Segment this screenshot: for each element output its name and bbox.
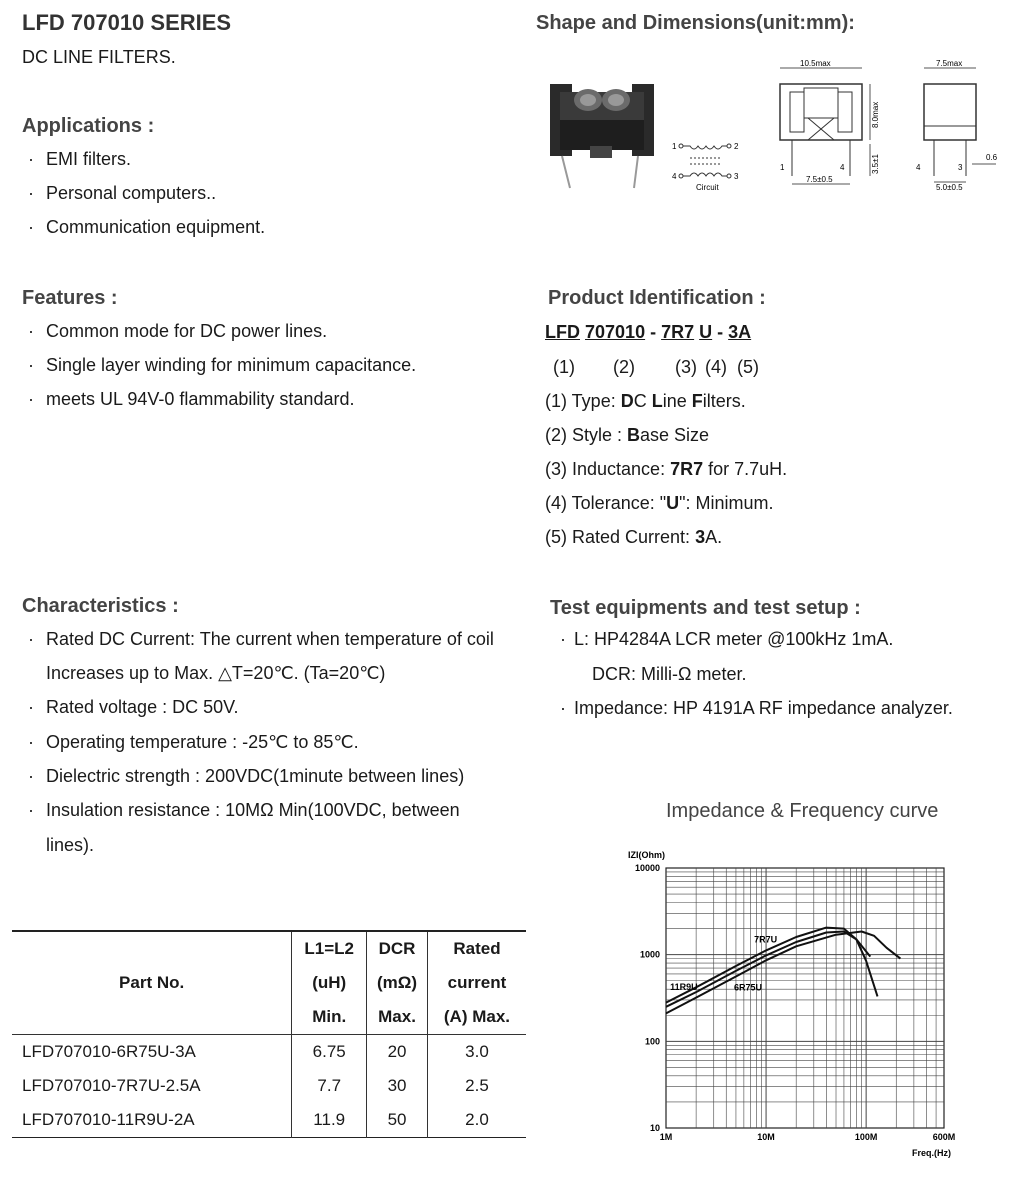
dim-side-width: 7.5max xyxy=(936,59,963,68)
th-partno: Part No. xyxy=(119,973,185,992)
shape-heading: Shape and Dimensions(unit:mm): xyxy=(536,12,855,34)
test-line: · L: HP4284A LCR meter @100kHz 1mA. xyxy=(560,629,894,649)
plot-frame xyxy=(666,868,944,1128)
pin-1-label: 1 xyxy=(672,142,677,151)
feature-item: · meets UL 94V-0 flammability standard. xyxy=(28,389,355,409)
code-current: 3A xyxy=(728,322,752,342)
table-row xyxy=(12,1069,526,1103)
th-dcr: (mΩ) xyxy=(367,966,428,1000)
cell-partno: LFD707010-7R7U-2.5A xyxy=(22,1076,201,1095)
features-heading: Features : xyxy=(22,287,118,309)
dim-pin-1: 1 xyxy=(780,163,785,172)
th-inductance: Min. xyxy=(292,1000,367,1035)
characteristic-line: · Rated voltage : DC 50V. xyxy=(28,697,239,717)
code-number-row xyxy=(553,357,759,378)
characteristic-line: · Insulation resistance : 10MΩ Min(100VDC, between xyxy=(28,800,460,820)
series-subtitle: DC LINE FILTERS. xyxy=(22,47,176,67)
cell-inductance: 11.9 xyxy=(292,1103,367,1138)
feature-item: · Common mode for DC power lines. xyxy=(28,321,328,341)
dim-height: 8.0max xyxy=(871,101,880,128)
cell-dcr: 30 xyxy=(367,1069,428,1103)
side-dimension-drawing xyxy=(912,58,1018,194)
application-item: · Communication equipment. xyxy=(28,217,266,237)
series-label: 11R9U xyxy=(670,982,698,993)
code-number: (1) xyxy=(553,357,575,377)
characteristics-heading: Characteristics : xyxy=(22,595,179,617)
y-tick-label: 10 xyxy=(649,1123,660,1133)
cell-partno: LFD707010-11R9U-2A xyxy=(22,1110,195,1129)
x-axis-label: Freq.(Hz) xyxy=(912,1148,951,1158)
circuit-label: Circuit xyxy=(696,183,719,192)
test-line: · Impedance: HP 4191A RF impedance analyzer. xyxy=(560,698,953,718)
x-tick-label: 100M xyxy=(854,1132,878,1142)
th-dcr: Max. xyxy=(367,1000,428,1035)
side-pin-4: 4 xyxy=(916,163,921,172)
applications-heading: Applications : xyxy=(22,115,155,137)
code-number: (3) xyxy=(675,357,697,377)
test-setup-heading: Test equipments and test setup : xyxy=(550,597,861,619)
side-pin-3: 3 xyxy=(958,163,963,172)
dim-side-pitch: 5.0±0.5 xyxy=(936,183,963,192)
product-id-heading: Product Identification : xyxy=(548,287,766,309)
x-tick-label: 600M xyxy=(932,1132,956,1142)
dim-pin-4: 4 xyxy=(840,163,845,172)
series-label: 7R7U xyxy=(754,934,778,945)
part-number-code: LFD 707010 - 7R7 U - 3A xyxy=(545,322,752,342)
pin-4-label: 4 xyxy=(672,172,677,181)
cell-partno: LFD707010-6R75U-3A xyxy=(22,1042,196,1061)
spec-table xyxy=(12,930,526,1138)
y-axis-label: IZI(Ohm) xyxy=(628,850,665,860)
characteristic-line: · Rated DC Current: The current when temperature of coil xyxy=(28,629,494,649)
table-row xyxy=(12,1103,526,1138)
code-number: (5) xyxy=(737,357,759,377)
dim-pin-dia: 0.6 xyxy=(986,153,998,162)
cell-current: 2.0 xyxy=(427,1103,526,1138)
circuit-diagram xyxy=(668,138,744,194)
front-dimension-drawing xyxy=(770,58,898,194)
pid-line-style: (2) Style : Base Size xyxy=(545,425,710,445)
test-line: DCR: Milli-Ω meter. xyxy=(592,664,747,684)
pid-line-inductance: (3) Inductance: 7R7 for 7.7uH. xyxy=(545,459,788,479)
th-current: current xyxy=(427,966,526,1000)
characteristic-line: lines). xyxy=(46,835,95,855)
th-current: (A) Max. xyxy=(427,1000,526,1035)
x-tick-label: 1M xyxy=(659,1132,673,1142)
code-number: (4) xyxy=(705,357,727,377)
dim-pin-length: 3.5±1 xyxy=(871,154,880,174)
table-row xyxy=(12,1035,526,1070)
component-photo xyxy=(540,72,670,196)
cell-inductance: 6.75 xyxy=(292,1035,367,1070)
cell-current: 2.5 xyxy=(427,1069,526,1103)
series-label: 6R75U xyxy=(733,982,762,993)
code-tolerance: U xyxy=(699,322,713,342)
application-item: · Personal computers.. xyxy=(28,183,217,203)
y-tick-label: 10000 xyxy=(634,863,660,873)
characteristic-line: · Operating temperature : -25℃ to 85℃. xyxy=(28,732,359,752)
th-inductance: (uH) xyxy=(292,966,367,1000)
characteristic-line: Increases up to Max. △T=20℃. (Ta=20℃) xyxy=(46,663,386,683)
pid-line-tolerance: (4) Tolerance: "U": Minimum. xyxy=(545,493,774,513)
th-partno xyxy=(12,1000,292,1035)
pid-line-current: (5) Rated Current: 3A. xyxy=(545,527,723,547)
x-tick-label: 10M xyxy=(757,1132,775,1142)
th-partno xyxy=(12,931,292,966)
dim-pin-pitch: 7.5±0.5 xyxy=(806,175,833,184)
code-size: 707010 xyxy=(585,322,646,342)
chart-title: Impedance & Frequency curve xyxy=(666,800,939,822)
y-tick-label: 1000 xyxy=(639,949,660,960)
code-type: LFD xyxy=(545,322,580,342)
pin-2-label: 2 xyxy=(734,142,739,151)
pin-3-label: 3 xyxy=(734,172,739,181)
cell-dcr: 50 xyxy=(367,1103,428,1138)
code-inductance: 7R7 xyxy=(661,322,695,342)
impedance-chart xyxy=(610,846,1010,1166)
series-title: LFD 707010 SERIES xyxy=(22,10,232,35)
cell-inductance: 7.7 xyxy=(292,1069,367,1103)
cell-current: 3.0 xyxy=(427,1035,526,1070)
characteristic-line: · Dielectric strength : 200VDC(1minute between lines) xyxy=(28,766,465,786)
application-item: · EMI filters. xyxy=(28,149,132,169)
cell-dcr: 20 xyxy=(367,1035,428,1070)
th-current: Rated xyxy=(427,931,526,966)
feature-item: · Single layer winding for minimum capacitance. xyxy=(28,355,417,375)
th-inductance: L1=L2 xyxy=(292,931,367,966)
y-tick-label: 100 xyxy=(644,1036,660,1047)
dim-top-width: 10.5max xyxy=(800,59,831,68)
th-dcr: DCR xyxy=(367,931,428,966)
pid-line-type: (1) Type: DC Line Filters. xyxy=(545,391,746,411)
code-number: (2) xyxy=(613,357,635,377)
